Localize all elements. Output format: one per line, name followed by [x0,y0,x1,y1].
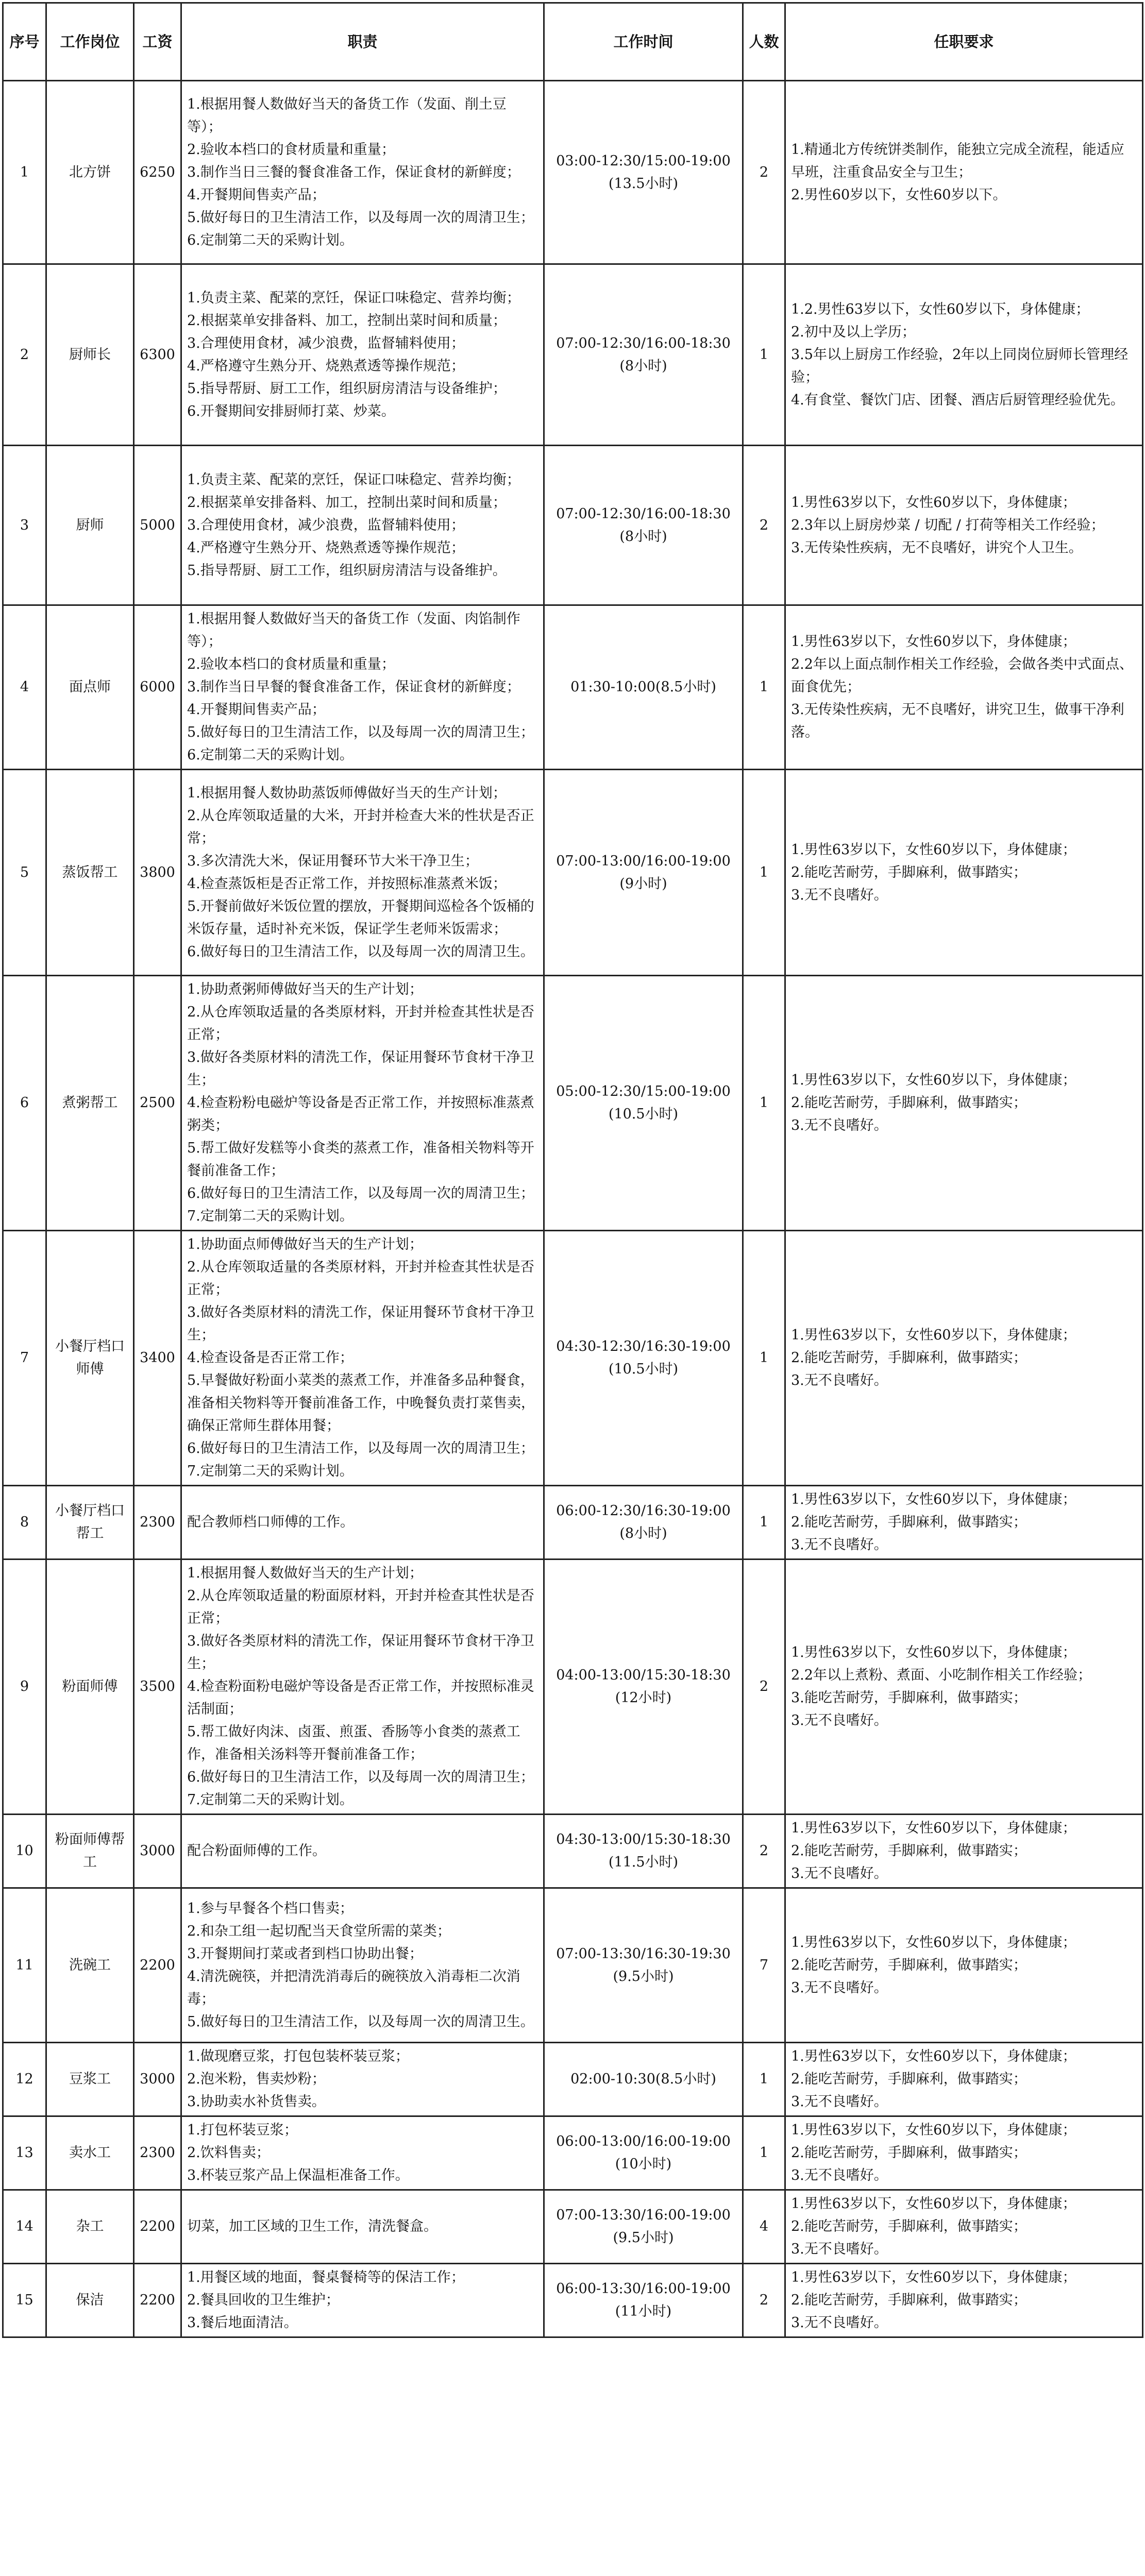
duties [181,2264,544,2337]
duties-line: 3.做好各类原材料的清洗工作，保证用餐环节食材干净卫生； [187,1049,534,1088]
duties-line: 5.指导帮厨、厨工工作，组织厨房清洁与设备维护； [187,380,507,397]
duties-line: 2.从仓库领取适量的各类原材料，开封并检查其性状是否正常； [187,1004,534,1043]
row-number: 5 [3,770,46,976]
duties-line: 6.做好每日的卫生清洁工作，以及每周一次的周清卫生； [187,1185,534,1201]
duties [181,1888,544,2043]
headcount: 1 [743,1231,785,1486]
requirements-line: 3.无不良嗜好。 [791,1117,888,1133]
job-post: 煮粥帮工 [46,976,134,1231]
duties-line: 3.做好各类原材料的清洗工作，保证用餐环节食材干净卫生； [187,1304,534,1343]
requirements-line: 3.无不良嗜好。 [791,1979,888,1996]
requirements-line: 2.能吃苦耐劳，手脚麻利，做事踏实； [791,1514,1027,1530]
work-hours: 07:00-13:30/16:00-19:00(9.5小时) [544,2190,743,2264]
requirements-line: 3.能吃苦耐劳，手脚麻利，做事踏实； [791,1690,1027,1706]
row-number: 13 [3,2116,46,2190]
work-hours: 04:30-12:30/16:30-19:00(10.5小时) [544,1231,743,1486]
duties-line: 3.杯装豆浆产品上保温柜准备工作。 [187,2167,409,2183]
duties-line: 1.根据用餐人数协助蒸饭师傅做好当天的生产计划； [187,785,507,801]
work-hours: 05:00-12:30/15:00-19:00(10.5小时) [544,976,743,1231]
requirements [785,1231,1143,1486]
duties-line: 1.根据用餐人数做好当天的备货工作（发面、削土豆等）； [187,96,507,135]
duties-line: 3.餐后地面清洁。 [187,2315,298,2331]
job-post: 卖水工 [46,2116,134,2190]
duties [181,81,544,264]
duties-line: 5.做好每日的卫生清洁工作，以及每周一次的周清卫生； [187,209,534,226]
table-body [3,81,1143,2337]
job-post: 粉面师傅帮工 [46,1815,134,1888]
table-row [3,976,1143,1231]
table-row [3,446,1143,605]
requirements-line: 1.精通北方传统饼类制作，能独立完成全流程，能适应早班，注重食品安全与卫生； [791,141,1124,180]
duties-line: 2.验收本档口的食材质量和重量； [187,656,395,672]
duties-line: 5.指导帮厨、厨工工作，组织厨房清洁与设备维护。 [187,562,507,579]
requirements-line: 2.能吃苦耐劳，手脚麻利，做事踏实； [791,2145,1027,2161]
requirements [785,605,1143,770]
requirements [785,2116,1143,2190]
job-post: 豆浆工 [46,2043,134,2116]
job-post: 洗碗工 [46,1888,134,2043]
headcount: 2 [743,81,785,264]
duties-line: 2.饮料售卖； [187,2145,270,2161]
job-post: 面点师 [46,605,134,770]
duties [181,1486,544,1560]
job-post: 小餐厅档口帮工 [46,1486,134,1560]
duties-line: 6.定制第二天的采购计划。 [187,747,353,763]
duties-line: 4.开餐期间售卖产品； [187,187,326,203]
salary: 3400 [134,1231,181,1486]
duties-line: 6.定制第二天的采购计划。 [187,232,353,248]
table-header [3,3,1143,81]
work-hours: 04:00-13:00/15:30-18:30(12小时) [544,1560,743,1815]
row-number: 4 [3,605,46,770]
duties-line: 6.做好每日的卫生清洁工作，以及每周一次的周清卫生； [187,1440,534,1456]
requirements-line: 3.无传染性疾病，无不良嗜好，讲究卫生，做事干净利落。 [791,702,1124,740]
duties-line: 4.检查蒸饭柜是否正常工作，并按照标准蒸煮米饭； [187,875,507,892]
job-post: 小餐厅档口师傅 [46,1231,134,1486]
requirements [785,1486,1143,1560]
duties-line: 5.做好每日的卫生清洁工作，以及每周一次的周清卫生。 [187,2013,534,2030]
requirements-line: 2.能吃苦耐劳，手脚麻利，做事踏实； [791,1843,1027,1859]
requirements-line: 4.有食堂、餐饮门店、团餐、酒店后厨管理经验优先。 [791,392,1124,408]
salary: 3800 [134,770,181,976]
work-hours: 06:00-12:30/16:30-19:00(8小时) [544,1486,743,1560]
salary: 6000 [134,605,181,770]
duties-line: 2.从仓库领取适量的各类原材料，开封并检查其性状是否正常； [187,1259,534,1298]
requirements-line: 2.能吃苦耐劳，手脚麻利，做事踏实； [791,2071,1027,2087]
job-post: 保洁 [46,2264,134,2337]
duties-line: 1.根据用餐人数做好当天的生产计划； [187,1565,423,1581]
duties-line: 3.制作当日早餐的餐食准备工作，保证食材的新鲜度； [187,679,520,695]
duties-line: 5.帮工做好肉沫、卤蛋、煎蛋、香肠等小食类的蒸煮工作，准备相关汤料等开餐前准备工作； [187,1724,520,1762]
duties-line: 5.开餐前做好米饭位置的摆放，开餐期间巡检各个饭桶的米饭存量，适时补充米饭，保证学生老师米饭需求； [187,898,534,937]
headcount: 1 [743,2043,785,2116]
table-row [3,2043,1143,2116]
requirements-line: 2.2年以上煮粉、煮面、小吃制作相关工作经验； [791,1667,1091,1683]
duties-line: 4.检查粉面粉电磁炉等设备是否正常工作，并按照标准灵活制面； [187,1679,534,1717]
table-row [3,1231,1143,1486]
duties [181,2190,544,2264]
duties-line: 4.严格遵守生熟分开、烧熟煮透等操作规范； [187,358,465,374]
duties-line: 配合教师档口师傅的工作。 [187,1514,354,1530]
job-post: 粉面师傅 [46,1560,134,1815]
headcount: 2 [743,446,785,605]
duties-line: 7.定制第二天的采购计划。 [187,1208,353,1224]
header-row [3,3,1143,81]
duties-line: 2.从仓库领取适量的粉面原材料，开封并检查其性状是否正常； [187,1588,534,1626]
requirements-line: 1.男性63岁以下，女性60岁以下，身体健康； [791,494,1076,511]
duties-line: 3.做好各类原材料的清洗工作，保证用餐环节食材干净卫生； [187,1633,534,1672]
row-number: 12 [3,2043,46,2116]
table-row [3,1486,1143,1560]
duties-line: 1.打包杯装豆浆； [187,2122,298,2138]
requirements [785,81,1143,264]
duties-line: 1.参与早餐各个档口售卖； [187,1900,353,1917]
requirements-line: 3.无不良嗜好。 [791,1537,888,1553]
requirements-line: 2.能吃苦耐劳，手脚麻利，做事踏实； [791,1095,1027,1111]
row-number: 10 [3,1815,46,1888]
row-number: 7 [3,1231,46,1486]
requirements-line: 1.男性63岁以下，女性60岁以下，身体健康； [791,1934,1076,1951]
duties [181,2043,544,2116]
requirements-line: 3.无不良嗜好。 [791,1372,888,1388]
work-hours: 07:00-13:30/16:30-19:30(9.5小时) [544,1888,743,2043]
requirements [785,1560,1143,1815]
duties-line: 4.检查设备是否正常工作； [187,1350,353,1366]
duties [181,605,544,770]
requirements-line: 3.无传染性疾病，无不良嗜好，讲究个人卫生。 [791,539,1083,556]
work-hours: 04:30-13:00/15:30-18:30(11.5小时) [544,1815,743,1888]
requirements [785,1888,1143,2043]
headcount: 1 [743,605,785,770]
headcount: 2 [743,1815,785,1888]
salary: 2500 [134,976,181,1231]
duties-line: 2.从仓库领取适量的大米，开封并检查大米的性状是否正常； [187,807,534,846]
row-number: 15 [3,2264,46,2337]
table-row [3,605,1143,770]
requirements-line: 1.男性63岁以下，女性60岁以下，身体健康； [791,1327,1076,1343]
headcount: 2 [743,2264,785,2337]
duties-line: 3.开餐期间打菜或者到档口协助出餐； [187,1945,423,1962]
duties-line: 3.多次清洗大米，保证用餐环节大米干净卫生； [187,853,479,869]
headcount: 2 [743,1560,785,1815]
salary: 2200 [134,1888,181,2043]
requirements [785,264,1143,446]
row-number: 2 [3,264,46,446]
job-post: 北方饼 [46,81,134,264]
requirements-line: 2.能吃苦耐劳，手脚麻利，做事踏实； [791,2292,1027,2308]
requirements-line: 2.能吃苦耐劳，手脚麻利，做事踏实； [791,2218,1027,2234]
duties [181,770,544,976]
table-row [3,81,1143,264]
table-row [3,1888,1143,2043]
duties-line: 4.严格遵守生熟分开、烧熟煮透等操作规范； [187,539,465,556]
salary: 6250 [134,81,181,264]
duties-line: 6.开餐期间安排厨师打菜、炒菜。 [187,403,395,419]
headcount: 1 [743,1486,785,1560]
requirements-line: 2.男性60岁以下，女性60岁以下。 [791,187,1007,203]
work-hours: 07:00-12:30/16:00-18:30(8小时) [544,446,743,605]
table-row [3,2190,1143,2264]
requirements-line: 2.2年以上面点制作相关工作经验，会做各类中式面点、面食优先； [791,656,1133,695]
work-hours: 06:00-13:00/16:00-19:00(10小时) [544,2116,743,2190]
row-number: 1 [3,81,46,264]
duties-line: 6.做好每日的卫生清洁工作，以及每周一次的周清卫生。 [187,943,534,960]
duties-line: 2.餐具回收的卫生维护； [187,2292,340,2308]
duties-line: 5.做好每日的卫生清洁工作，以及每周一次的周清卫生； [187,724,534,740]
requirements [785,770,1143,976]
salary: 5000 [134,446,181,605]
headcount: 7 [743,1888,785,2043]
work-hours: 01:30-10:00(8.5小时) [544,605,743,770]
headcount: 1 [743,264,785,446]
requirements-line: 3.5年以上厨房工作经验，2年以上同岗位厨师长管理经验； [791,346,1129,385]
duties-line: 1.协助面点师傅做好当天的生产计划； [187,1236,423,1252]
header-no: 序号 [3,3,46,81]
duties [181,446,544,605]
requirements-line: 1.男性63岁以下，女性60岁以下，身体健康； [791,2196,1076,2212]
row-number: 9 [3,1560,46,1815]
requirements-line: 2.初中及以上学历； [791,324,916,340]
duties-line: 4.检查粉粉电磁炉等设备是否正常工作，并按照标准蒸煮粥类； [187,1095,534,1133]
header-hours: 工作时间 [544,3,743,81]
duties-line: 1.根据用餐人数做好当天的备货工作（发面、肉馅制作等）； [187,611,520,650]
requirements [785,2043,1143,2116]
requirements-line: 1.男性63岁以下，女性60岁以下，身体健康； [791,2269,1076,2285]
table-row [3,770,1143,976]
work-hours: 07:00-13:00/16:00-19:00(9小时) [544,770,743,976]
duties-line: 2.根据菜单安排备料、加工，控制出菜时间和质量； [187,312,507,329]
requirements-line: 3.无不良嗜好。 [791,2241,888,2257]
table-row [3,2264,1143,2337]
requirements-line: 2.能吃苦耐劳，手脚麻利，做事踏实； [791,1350,1027,1366]
work-hours: 06:00-13:30/16:00-19:00(11小时) [544,2264,743,2337]
duties [181,264,544,446]
header-post: 工作岗位 [46,3,134,81]
duties-line: 3.协助卖水补货售卖。 [187,2094,326,2110]
duties-line: 3.合理使用食材，减少浪费，监督辅料使用； [187,335,465,351]
job-post: 杂工 [46,2190,134,2264]
job-post: 厨师 [46,446,134,605]
row-number: 8 [3,1486,46,1560]
requirements-line: 1.男性63岁以下，女性60岁以下，身体健康； [791,1820,1076,1836]
duties-line: 3.合理使用食材，减少浪费，监督辅料使用； [187,517,465,533]
requirements-line: 1.男性63岁以下，女性60岁以下，身体健康； [791,1492,1076,1507]
salary: 2200 [134,2190,181,2264]
duties [181,976,544,1231]
row-number: 6 [3,976,46,1231]
duties-line: 5.帮工做好发糕等小食类的蒸煮工作，准备相关物料等开餐前准备工作； [187,1140,534,1179]
requirements-line: 3.无不良嗜好。 [791,2094,888,2110]
row-number: 3 [3,446,46,605]
header-duties: 职责 [181,3,544,81]
duties-line: 4.开餐期间售卖产品； [187,702,326,718]
requirements [785,976,1143,1231]
requirements-line: 1.男性63岁以下，女性60岁以下，身体健康； [791,634,1076,650]
row-number: 11 [3,1888,46,2043]
duties-line: 7.定制第二天的采购计划。 [187,1463,353,1479]
work-hours: 02:00-10:30(8.5小时) [544,2043,743,2116]
headcount: 1 [743,2116,785,2190]
salary: 3500 [134,1560,181,1815]
headcount: 4 [743,2190,785,2264]
row-number: 14 [3,2190,46,2264]
duties [181,1815,544,1888]
salary: 2200 [134,2264,181,2337]
duties-line: 2.和杂工组一起切配当天食堂所需的菜类； [187,1923,451,1939]
requirements [785,2264,1143,2337]
job-post: 蒸饭帮工 [46,770,134,976]
duties-line: 4.清洗碗筷，并把清洗消毒后的碗筷放入消毒柜二次消毒； [187,1968,520,2007]
duties-line: 配合粉面师傅的工作。 [187,1843,326,1859]
table-row [3,1815,1143,1888]
work-hours: 07:00-12:30/16:00-18:30(8小时) [544,264,743,446]
duties-line: 1.做现磨豆浆，打包包装杯装豆浆； [187,2048,409,2064]
header-count: 人数 [743,3,785,81]
salary: 2300 [134,1486,181,1560]
requirements-line: 3.无不良嗜好。 [791,2167,888,2183]
duties-line: 2.验收本档口的食材质量和重量； [187,141,395,158]
duties [181,2116,544,2190]
requirements [785,1815,1143,1888]
duties [181,1231,544,1486]
duties-line: 5.早餐做好粉面小菜类的蒸煮工作，并准备多品种餐食，准备相关物料等开餐前准备工作，中晚餐负责打菜售卖，确保正常师生群体用餐； [187,1372,535,1434]
salary: 2300 [134,2116,181,2190]
requirements-line: 1.男性63岁以下，女性60岁以下，身体健康； [791,1072,1076,1088]
requirements-line: 1.男性63岁以下，女性60岁以下，身体健康； [791,2048,1076,2064]
duties-line: 2.泡米粉，售卖炒粉； [187,2071,326,2087]
duties-line: 1.用餐区域的地面，餐桌餐椅等的保洁工作； [187,2269,465,2285]
duties-line: 1.负责主菜、配菜的烹饪，保证口味稳定、营养均衡； [187,290,520,306]
table-row [3,264,1143,446]
header-reqs: 任职要求 [785,3,1143,81]
requirements-line: 1.2.男性63岁以下，女性60岁以下，身体健康； [791,301,1090,317]
requirements-line: 2.3年以上厨房炒菜 / 切配 / 打荷等相关工作经验； [791,517,1105,533]
job-post: 厨师长 [46,264,134,446]
requirements-line: 2.能吃苦耐劳，手脚麻利，做事踏实； [791,1957,1027,1973]
header-salary: 工资 [134,3,181,81]
requirements-line: 3.无不良嗜好。 [791,1866,888,1882]
requirements [785,2190,1143,2264]
requirements-line: 3.无不良嗜好。 [791,2315,888,2331]
requirements-line: 2.能吃苦耐劳，手脚麻利，做事踏实； [791,864,1027,880]
duties-line: 6.做好每日的卫生清洁工作，以及每周一次的周清卫生； [187,1769,534,1785]
requirements-line: 3.无不良嗜好。 [791,1713,888,1728]
requirements-line: 1.男性63岁以下，女性60岁以下，身体健康； [791,841,1076,858]
duties-line: 切菜，加工区域的卫生工作，清洗餐盒。 [187,2218,437,2234]
requirements-line: 1.男性63岁以下，女性60岁以下，身体健康； [791,2122,1076,2138]
duties-line: 1.协助煮粥师傅做好当天的生产计划； [187,981,423,997]
requirements [785,446,1143,605]
requirements-line: 3.无不良嗜好。 [791,887,888,903]
work-hours: 03:00-12:30/15:00-19:00(13.5小时) [544,81,743,264]
table-row [3,2116,1143,2190]
duties-line: 2.根据菜单安排备料、加工，控制出菜时间和质量； [187,494,507,511]
headcount: 1 [743,976,785,1231]
requirements-line: 1.男性63岁以下，女性60岁以下，身体健康； [791,1645,1076,1660]
job-table [2,2,1143,2338]
duties [181,1560,544,1815]
duties-line: 3.制作当日三餐的餐食准备工作，保证食材的新鲜度； [187,164,520,180]
headcount: 1 [743,770,785,976]
salary: 3000 [134,1815,181,1888]
salary: 3000 [134,2043,181,2116]
duties-line: 1.负责主菜、配菜的烹饪，保证口味稳定、营养均衡； [187,471,520,488]
table-row [3,1560,1143,1815]
salary: 6300 [134,264,181,446]
duties-line: 7.定制第二天的采购计划。 [187,1792,353,1808]
